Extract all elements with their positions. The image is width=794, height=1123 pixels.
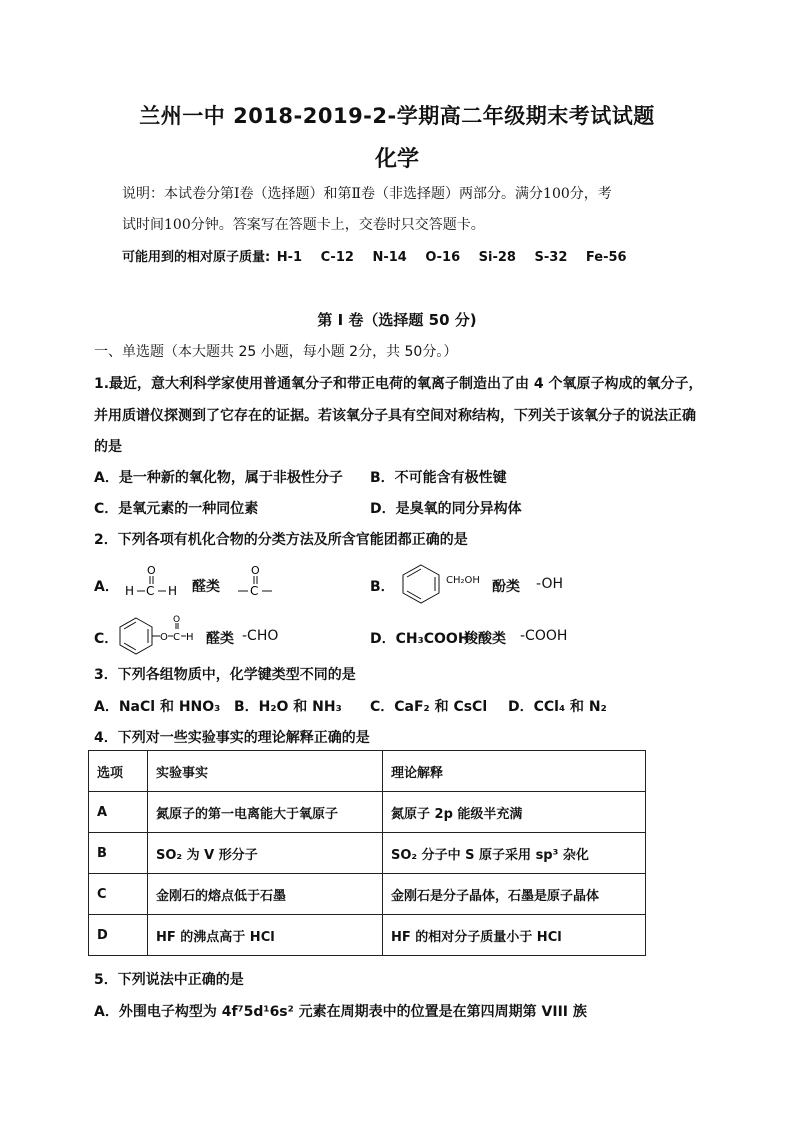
atomic-masses-label: 可能用到的相对原子质量:: [122, 250, 271, 265]
table-header-cell: 理论解释: [383, 751, 646, 792]
instructions-line-2: 试时间100分钟。答案写在答题卡上，交卷时只交答题卡。: [122, 217, 485, 233]
exam-title: 兰州一中 2018-2019-2-学期高二年级期末考试试题: [139, 104, 655, 128]
q2-option-d-group: -COOH: [520, 628, 568, 644]
table-cell: 金刚石是分子晶体，石墨是原子晶体: [383, 874, 646, 915]
atom-o-label: O: [147, 564, 156, 577]
q2-option-d-text: D．CH₃COOH: [370, 631, 470, 647]
atom-h-label: H: [168, 584, 178, 598]
q5-option-a: A．外围电子构型为 4f⁷5d¹6s² 元素在周期表中的位置是在第四周期第 VIII 族: [94, 1004, 587, 1020]
table-row: [89, 874, 646, 915]
table-header-row: [89, 751, 646, 792]
q2-stem: 2．下列各项有机化合物的分类方法及所含官能团都正确的是: [94, 532, 468, 548]
carbonyl-group: [234, 564, 284, 602]
atomic-mass-item: C-12: [320, 250, 354, 265]
q3-option-a: A．NaCl 和 HNO₃: [94, 699, 221, 715]
q3-stem: 3．下列各组物质中，化学键类型不同的是: [94, 667, 356, 683]
atomic-mass-item: Si-28: [478, 250, 516, 265]
atom-o-label: O: [251, 564, 260, 577]
q1-stem-line-2: 并用质谱仪探测到了它存在的证据。若该氧分子具有空间对称结构，下列关于该氧分子的说法正确: [94, 408, 696, 424]
table-cell: HF 的沸点高于 HCl: [148, 915, 383, 956]
q1-option-a: A．是一种新的氧化物，属于非极性分子: [94, 470, 343, 486]
formaldehyde-structure: [122, 564, 184, 602]
atomic-mass-item: N-14: [372, 250, 407, 265]
q2-option-c-class: 醛类: [206, 631, 234, 647]
section-title: 第 I 卷（选择题 50 分): [317, 311, 477, 329]
atom-o-label: O: [160, 632, 168, 643]
table-header-cell: 选项: [89, 751, 148, 792]
benzene-ring-icon: [396, 562, 446, 604]
q2-option-a-class: 醛类: [192, 579, 220, 595]
q4-table: [88, 750, 646, 956]
table-cell: HF 的相对分子质量小于 HCl: [383, 915, 646, 956]
subject-title: 化学: [374, 147, 419, 172]
atom-h-label: H: [186, 632, 194, 643]
benzene-ring-icon: [120, 618, 152, 654]
q3-option-b: B．H₂O 和 NH₃: [234, 699, 342, 715]
atomic-mass-item: Fe-56: [585, 250, 627, 265]
table-cell: SO₂ 分子中 S 原子采用 sp³ 杂化: [383, 833, 646, 874]
table-cell: 氮原子的第一电离能大于氧原子: [148, 792, 383, 833]
q2-option-b-substituent: CH₂OH: [446, 575, 480, 586]
q3-option-d: D．CCl₄ 和 N₂: [508, 699, 607, 715]
atomic-mass-item: S-32: [534, 250, 568, 265]
instructions-line-1: 说明：本试卷分第Ⅰ卷（选择题）和第Ⅱ卷（非选择题）两部分。满分100分，考: [122, 186, 612, 202]
q2-option-a-label: A．: [94, 579, 119, 595]
atom-o-label: O: [173, 615, 181, 625]
table-row: [89, 833, 646, 874]
table-cell: SO₂ 为 V 形分子: [148, 833, 383, 874]
q1-option-b: B．不可能含有极性键: [370, 470, 507, 486]
atom-c-label: C: [146, 584, 155, 598]
table-cell: C: [89, 874, 148, 915]
q3-option-c: C．CaF₂ 和 CsCl: [370, 699, 488, 715]
q1-stem-line-3: 的是: [94, 439, 122, 455]
section-heading: 一、单选题（本大题共 25 小题，每小题 2分，共 50分。）: [94, 344, 458, 360]
table-cell: 氮原子 2p 能级半充满: [383, 792, 646, 833]
q5-stem: 5．下列说法中正确的是: [94, 972, 244, 988]
atomic-mass-item: O-16: [425, 250, 461, 265]
table-cell: D: [89, 915, 148, 956]
table-row: [89, 792, 646, 833]
phenyl-formate-structure: [116, 614, 198, 658]
q1-option-c: C．是氧元素的一种同位素: [94, 501, 259, 517]
q2-option-c-group: -CHO: [242, 628, 279, 644]
q2-option-c-label: C．: [94, 631, 119, 647]
table-header-cell: 实验事实: [148, 751, 383, 792]
q1-stem-line-1: 1.最近，意大利科学家使用普通氧分子和带正电荷的氧离子制造出了由 4 个氧原子构成的氧分子，: [94, 376, 703, 392]
table-cell: A: [89, 792, 148, 833]
q1-option-d: D．是臭氧的同分异构体: [370, 501, 522, 517]
q2-option-d-class: 羧酸类: [464, 631, 506, 647]
q2-option-b-class: 酚类: [492, 579, 520, 595]
q4-stem: 4．下列对一些实验事实的理论解释正确的是: [94, 730, 370, 746]
atom-c-label: C: [173, 632, 180, 643]
atom-h-label: H: [125, 584, 135, 598]
q2-option-b-label: B．: [370, 579, 395, 595]
q2-option-b-group: -OH: [536, 576, 563, 592]
table-cell: B: [89, 833, 148, 874]
atom-c-label: C: [250, 584, 259, 598]
atomic-masses: [122, 246, 641, 265]
atomic-mass-item: H-1: [276, 250, 303, 265]
table-row: [89, 915, 646, 956]
table-cell: 金刚石的熔点低于石墨: [148, 874, 383, 915]
